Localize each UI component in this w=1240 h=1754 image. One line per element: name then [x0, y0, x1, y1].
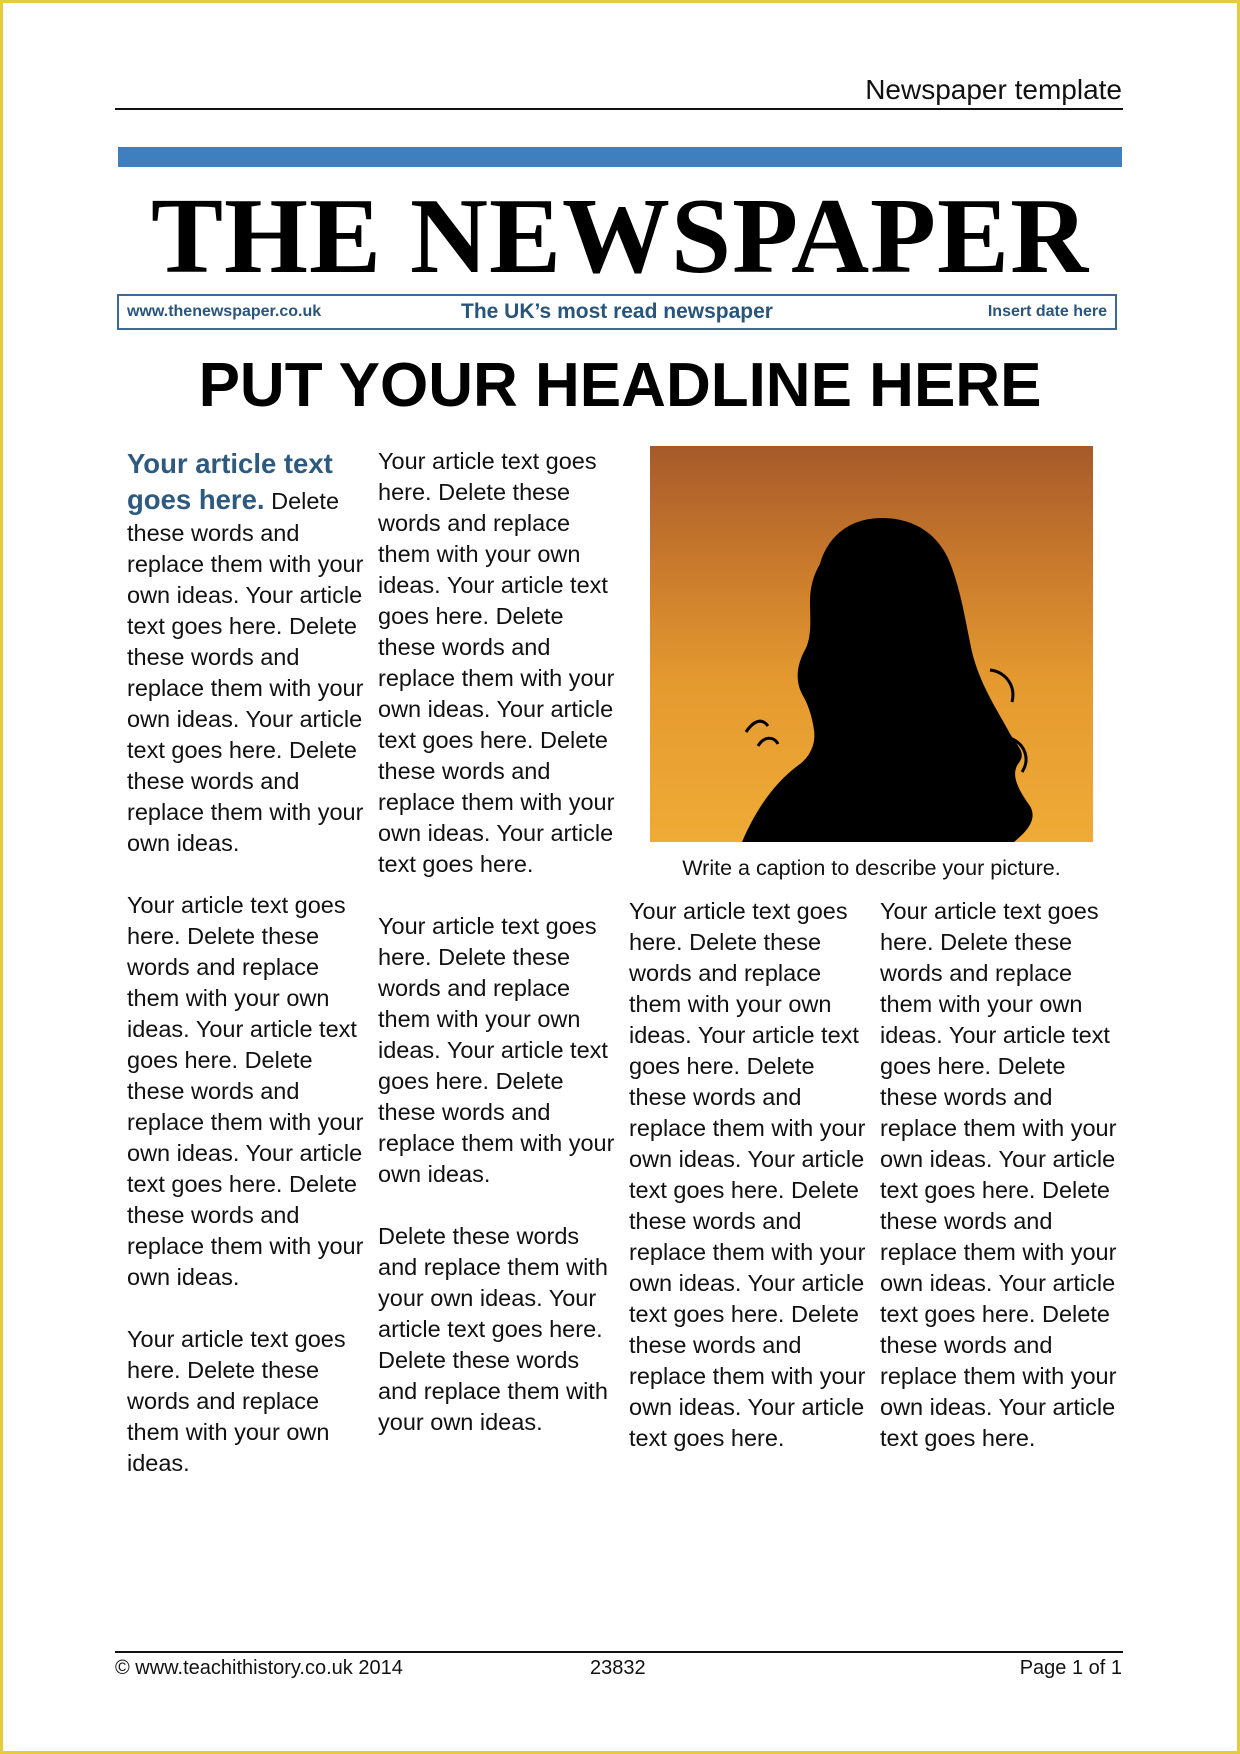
picture-caption[interactable]: Write a caption to describe your picture.	[682, 856, 1061, 880]
column-1-paragraph-1-text: Delete these words and replace them with your own ideas. Your article text goes here. Delete these words and replace them with your own ideas. Your article text goes here. Delete these words and replace them with your own ideas.	[127, 488, 364, 856]
footer-page-number: Page 1 of 1	[1019, 1657, 1122, 1679]
column-2-paragraph-3: Delete these words and replace them with your own ideas. Your article text goes here. Delete these words and replace them with your own ideas.	[378, 1223, 608, 1435]
newspaper-tagline: The UK’s most read newspaper	[461, 300, 773, 323]
article-column-2[interactable]	[378, 446, 618, 1438]
column-2-paragraph-2: Your article text goes here. Delete these words and replace them with your own ideas. Your article text goes here. Delete these words and replace them with your own ideas.	[378, 913, 615, 1187]
masthead-info-strip	[117, 294, 1117, 330]
footer-divider	[115, 1651, 1123, 1653]
newspaper-url[interactable]: www.thenewspaper.co.uk	[127, 303, 322, 320]
header-divider	[115, 108, 1123, 110]
date-placeholder[interactable]: Insert date here	[987, 303, 1107, 320]
silhouette-icon	[650, 446, 1093, 842]
column-4-paragraph-1: Your article text goes here. Delete these words and replace them with your own ideas. Your article text goes here. Delete these words and replace them with your own ideas. Your article text goes here. Delete these words and replace them with your own ideas. Your article text goes here. Delete these words and replace them with your own ideas. Your article text goes here.	[880, 898, 1117, 1451]
column-1-paragraph-1	[127, 446, 367, 859]
document-title: Newspaper template	[865, 74, 1122, 105]
article-column-1[interactable]	[127, 446, 367, 1479]
column-1-paragraph-2: Your article text goes here. Delete these words and replace them with your own ideas. Your article text goes here. Delete these words and replace them with your own ideas. Your article text goes here. Delete these words and replace them with your own ideas.	[127, 892, 364, 1290]
column-1-paragraph-3: Your article text goes here. Delete these words and replace them with your own ideas.	[127, 1326, 346, 1476]
article-picture[interactable]	[650, 446, 1093, 842]
headline[interactable]: PUT YOUR HEADLINE HERE	[198, 351, 1042, 420]
article-column-3[interactable]	[629, 896, 869, 1454]
footer-copyright: © www.teachithistory.co.uk 2014	[115, 1657, 403, 1679]
article-column-4[interactable]	[880, 896, 1120, 1454]
article-lead: Your article text goes here.	[127, 448, 333, 515]
column-2-paragraph-1: Your article text goes here. Delete these words and replace them with your own ideas. Your article text goes here. Delete these words and replace them with your own ideas. Your article text goes here. Delete these words and replace them with your own ideas. Your article text goes here.	[378, 448, 615, 877]
masthead-title: THE NEWSPAPER	[150, 177, 1090, 296]
column-3-paragraph-1: Your article text goes here. Delete these words and replace them with your own ideas. Your article text goes here. Delete these words and replace them with your own ideas. Your article text goes here. Delete these words and replace them with your own ideas. Your article text goes here. Delete these words and replace them with your own ideas. Your article text goes here.	[629, 898, 866, 1451]
footer-resource-code: 23832	[590, 1657, 646, 1679]
masthead-bar	[118, 147, 1122, 167]
